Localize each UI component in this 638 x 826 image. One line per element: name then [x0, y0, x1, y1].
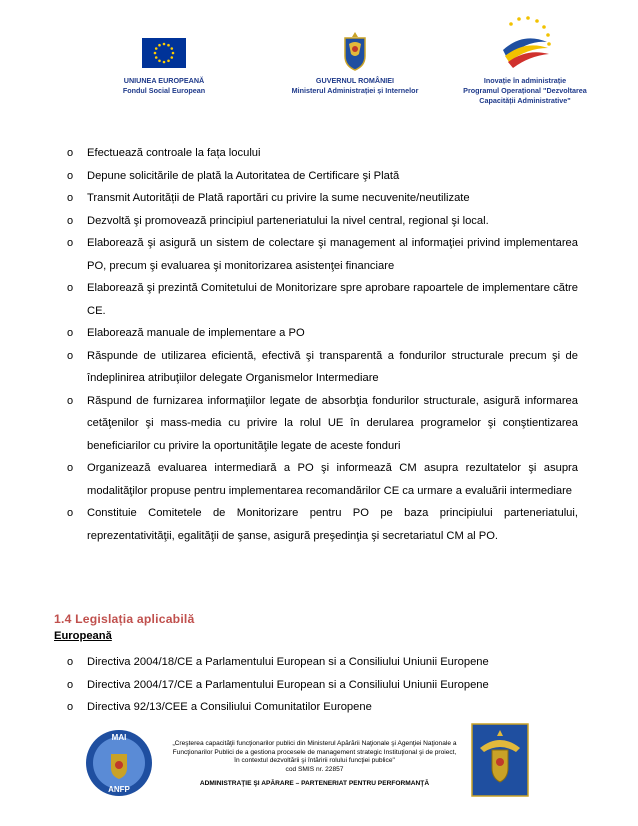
- list-item-text: Răspund de furnizarea informaţiilor legate de absorbţia fondurilor structurale, asigură informarea cetăţenilor şi mass-media cu privire la rolul UE în derularea programelor şi conştientizarea beneficiarilor cu privire la oportunităţile legate de aceste fonduri: [87, 394, 578, 452]
- list-item-text: Efectuează controale la fața locului: [87, 147, 261, 159]
- list-item: [54, 232, 578, 277]
- bullet-marker: o: [67, 282, 74, 294]
- page-footer: [0, 722, 638, 826]
- list-item: [54, 277, 578, 322]
- bullet-marker: o: [67, 237, 74, 249]
- mai-label: MAI: [111, 733, 127, 742]
- eu-star-icon: [170, 47, 173, 50]
- list-item: [54, 457, 578, 502]
- eu-star-icon: [163, 61, 166, 64]
- bullet-marker: o: [67, 656, 74, 668]
- section-heading: 1.4 Legislația aplicabilă: [54, 612, 195, 626]
- bullet-marker: o: [67, 147, 74, 159]
- bullet-marker: o: [67, 462, 74, 474]
- eu-flag-icon: [142, 38, 186, 68]
- list-item: [54, 502, 578, 547]
- eu-label-1: UNIUNEA EUROPEANĂ: [123, 76, 205, 85]
- eu-logo-block: [104, 38, 224, 96]
- mai-anfp-logo-icon: [84, 724, 154, 802]
- footer-line-2: Funcţionarilor Publici de a gestiona procesele de management strategic Instituţional şi de proiect,: [172, 748, 457, 756]
- gov-logo-block: [270, 30, 440, 96]
- list-item: [54, 674, 578, 697]
- footer-project-text: [152, 740, 477, 774]
- list-item-text: Depune solicitările de plată la Autoritatea de Certificare şi Plată: [87, 169, 400, 182]
- list-item-text: Elaborează şi prezintă Comitetului de Monitorizare spre aprobare rapoartele de implementare către CE.: [87, 282, 578, 317]
- list-item: [54, 165, 578, 188]
- footer-line-3: în contextul dezvoltării şi întăririi rolului funcţiei publice": [234, 757, 395, 765]
- list-item: [54, 651, 578, 674]
- responsibilities-list: [54, 142, 578, 547]
- bullet-marker: o: [67, 394, 74, 407]
- inov-label-3: Capacității Administrative": [479, 96, 571, 105]
- anfp-label: ANFP: [108, 785, 130, 794]
- list-item: [54, 187, 578, 210]
- bullet-marker: o: [67, 169, 74, 182]
- legislation-list-block: [54, 651, 578, 719]
- list-item-text: Elaborează manuale de implementare a PO: [87, 327, 305, 339]
- gov-label-2: Ministerul Administrației și Internelor: [291, 86, 419, 95]
- eu-star-icon: [155, 47, 158, 50]
- eu-star-icon: [158, 44, 161, 47]
- gov-label-1: GUVERNUL ROMÂNIEI: [315, 76, 395, 85]
- list-item-text: Directiva 2004/18/CE a Parlamentului European si a Consiliului Uniunii Europene: [87, 656, 489, 668]
- legislation-list: [54, 651, 578, 719]
- bullet-marker: o: [67, 678, 74, 691]
- eu-label-2: Fondul Social European: [122, 86, 206, 95]
- bullet-marker: o: [67, 214, 74, 227]
- footer-line-4: cod SMIS nr. 22857: [285, 765, 344, 773]
- responsibilities-list-block: [54, 142, 578, 547]
- bullet-marker: o: [67, 507, 74, 519]
- page-header: [0, 0, 638, 130]
- bullet-marker: o: [67, 327, 74, 339]
- eu-star-icon: [170, 56, 173, 59]
- inovation-logo-icon: [493, 14, 557, 72]
- eu-star-icon: [167, 59, 170, 62]
- list-item: [54, 210, 578, 233]
- list-item: [54, 322, 578, 345]
- list-item: [54, 142, 578, 165]
- army-coat-of-arms-icon: [470, 722, 530, 798]
- list-item: [54, 390, 578, 458]
- inov-label-2: Programul Operațional "Dezvoltarea: [463, 86, 587, 95]
- list-item-text: Directiva 2004/17/CE a Parlamentului European si a Consiliului Uniunii Europene: [87, 678, 489, 691]
- coat-of-arms-icon: [341, 30, 369, 72]
- list-item-text: Elaborează şi asigură un sistem de colectare şi management al informaţiei privind implementarea PO, precum şi evaluarea şi monitorizarea asistenţei financiare: [87, 237, 578, 272]
- eu-star-icon: [167, 44, 170, 47]
- bullet-marker: o: [67, 192, 74, 204]
- section-subheading: Europeană: [54, 630, 112, 642]
- bullet-marker: o: [67, 349, 74, 362]
- list-item: [54, 696, 578, 719]
- inov-logo-block: [450, 14, 600, 106]
- footer-line-1: „Creşterea capacităţii funcţionarilor publici din Ministerul Apărării Naţionale şi Agenţiei Naţionale a: [172, 740, 457, 747]
- eu-star-icon: [158, 59, 161, 62]
- eu-star-icon: [172, 52, 175, 55]
- list-item-text: Organizează evaluarea intermediară a PO şi informează CM asupra rezultatelor şi asupra modalităţilor propuse pentru implementarea recomandărilor CE ca urmare a evaluării intermediare: [87, 462, 578, 497]
- footer-motto: ADMINISTRAŢIE ŞI APĂRARE – PARTENERIAT PENTRU PERFORMANŢĂ: [199, 780, 430, 787]
- list-item-text: Directiva 92/13/CEE a Consiliului Comunitatilor Europene: [87, 701, 372, 713]
- list-item-text: Răspunde de utilizarea eficientă, efectivă şi transparentă a fondurilor structurale precum şi de îndeplinirea atribuţiilor delegate Organismelor Intermediare: [87, 349, 578, 384]
- bullet-marker: o: [67, 701, 74, 713]
- eu-star-icon: [154, 52, 157, 55]
- eu-star-icon: [163, 43, 166, 46]
- inov-label-1: Inovație în administrație: [483, 76, 567, 85]
- list-item-text: Dezvoltă şi promovează principiul parteneriatului la nivel central, regional şi local.: [87, 214, 489, 227]
- list-item-text: Transmit Autorității de Plată raportări cu privire la sume necuvenite/neutilizate: [87, 192, 470, 204]
- list-item-text: Constituie Comitetele de Monitorizare pentru PO pe baza principiului parteneriatului, reprezentativităţii, egalităţii de şanse, asigură preşedinţia şi secretariatul CM al PO.: [87, 507, 578, 542]
- eu-star-icon: [155, 56, 158, 59]
- list-item: [54, 345, 578, 390]
